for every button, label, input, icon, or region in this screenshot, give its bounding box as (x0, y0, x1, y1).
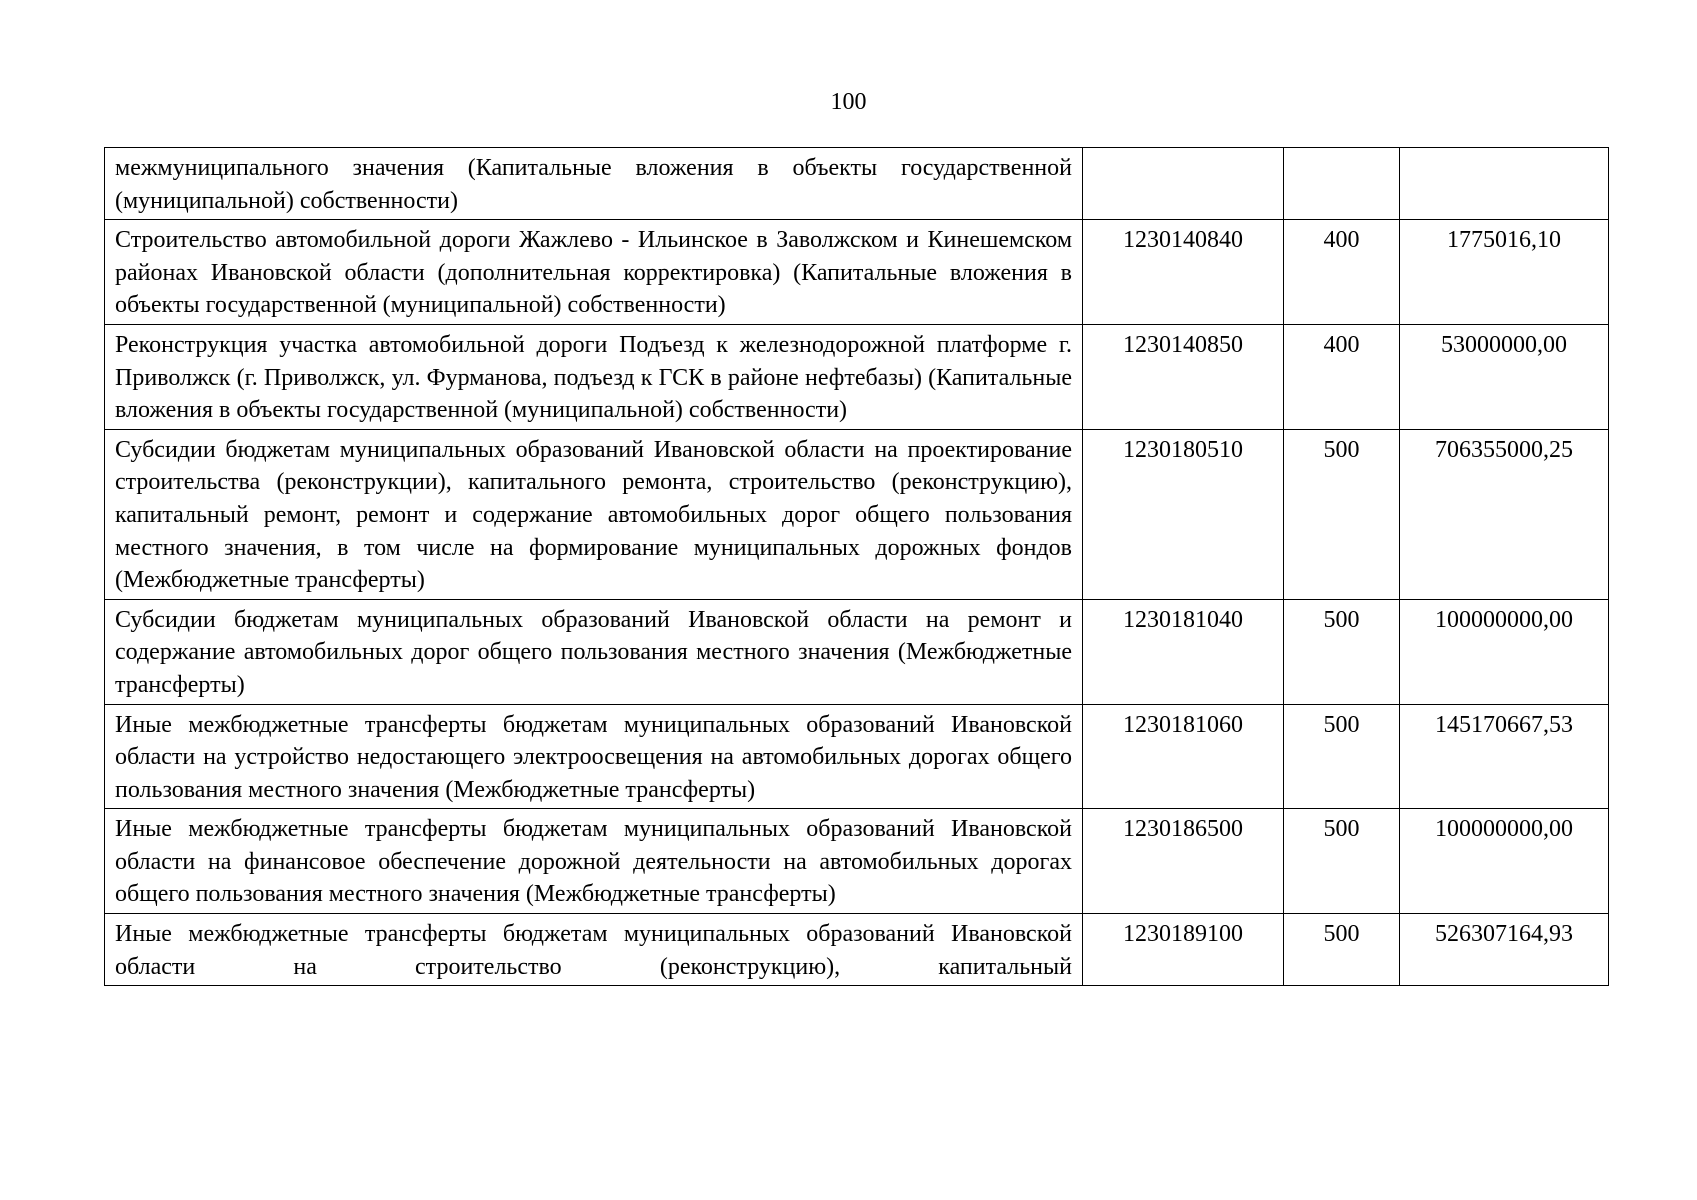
row-expense-type-cell: 500 (1284, 599, 1400, 704)
row-amount-cell: 100000000,00 (1400, 599, 1609, 704)
row-amount-cell: 706355000,25 (1400, 429, 1609, 599)
budget-table (104, 147, 1609, 986)
row-amount-cell: 53000000,00 (1400, 324, 1609, 429)
table-row (105, 324, 1609, 429)
row-target-article-cell: 1230140850 (1083, 324, 1284, 429)
table-row (105, 148, 1609, 220)
row-amount-cell: 1775016,10 (1400, 220, 1609, 325)
row-name-cell: Иные межбюджетные трансферты бюджетам муниципальных образований Ивановской области на устройство недостающего электроосвещения на автомобильных дорогах общего пользования местного значения (Межбюджетные трансферты) (105, 704, 1083, 809)
row-target-article-cell: 1230140840 (1083, 220, 1284, 325)
row-amount-cell: 100000000,00 (1400, 809, 1609, 914)
row-name-cell: Субсидии бюджетам муниципальных образований Ивановской области на ремонт и содержание автомобильных дорог общего пользования местного значения (Межбюджетные трансферты) (105, 599, 1083, 704)
row-name-cell: межмуниципального значения (Капитальные вложения в объекты государственной (муниципальной) собственности) (105, 148, 1083, 220)
row-name-cell: Реконструкция участка автомобильной дороги Подъезд к железнодорожной платформе г. Приволжск (г. Приволжск, ул. Фурманова, подъезд к ГСК в районе нефтебазы) (Капитальные вложения в объекты государственной (муниципальной) собственности) (105, 324, 1083, 429)
row-name-cell: Строительство автомобильной дороги Жажлево - Ильинское в Заволжском и Кинешемском районах Ивановской области (дополнительная корректировка) (Капитальные вложения в объекты государственной (муниципальной) собственности) (105, 220, 1083, 325)
row-expense-type-cell (1284, 148, 1400, 220)
row-target-article-cell: 1230180510 (1083, 429, 1284, 599)
row-amount-cell: 526307164,93 (1400, 914, 1609, 986)
row-amount-cell (1400, 148, 1609, 220)
page-number: 100 (830, 89, 867, 115)
row-target-article-cell: 1230181040 (1083, 599, 1284, 704)
row-amount-cell: 145170667,53 (1400, 704, 1609, 809)
row-expense-type-cell: 500 (1284, 704, 1400, 809)
table-row (105, 220, 1609, 325)
row-expense-type-cell: 500 (1284, 914, 1400, 986)
row-name-cell: Иные межбюджетные трансферты бюджетам муниципальных образований Ивановской области на строительство (реконструкцию), капитальный (105, 914, 1083, 986)
row-target-article-cell: 1230186500 (1083, 809, 1284, 914)
table-row (105, 914, 1609, 986)
row-expense-type-cell: 400 (1284, 324, 1400, 429)
table-row (105, 809, 1609, 914)
table-row (105, 429, 1609, 599)
row-expense-type-cell: 500 (1284, 809, 1400, 914)
row-target-article-cell: 1230189100 (1083, 914, 1284, 986)
table-row (105, 704, 1609, 809)
row-target-article-cell: 1230181060 (1083, 704, 1284, 809)
row-name-cell: Иные межбюджетные трансферты бюджетам муниципальных образований Ивановской области на финансовое обеспечение дорожной деятельности на автомобильных дорогах общего пользования местного значения (Межбюджетные трансферты) (105, 809, 1083, 914)
row-expense-type-cell: 500 (1284, 429, 1400, 599)
row-expense-type-cell: 400 (1284, 220, 1400, 325)
row-name-cell: Субсидии бюджетам муниципальных образований Ивановской области на проектирование строительства (реконструкции), капитального ремонта, строительство (реконструкцию), капитальный ремонт, ремонт и содержание автомобильных дорог общего пользования местного значения, в том числе на формирование муниципальных дорожных фондов (Межбюджетные трансферты) (105, 429, 1083, 599)
row-target-article-cell (1083, 148, 1284, 220)
table-row (105, 599, 1609, 704)
